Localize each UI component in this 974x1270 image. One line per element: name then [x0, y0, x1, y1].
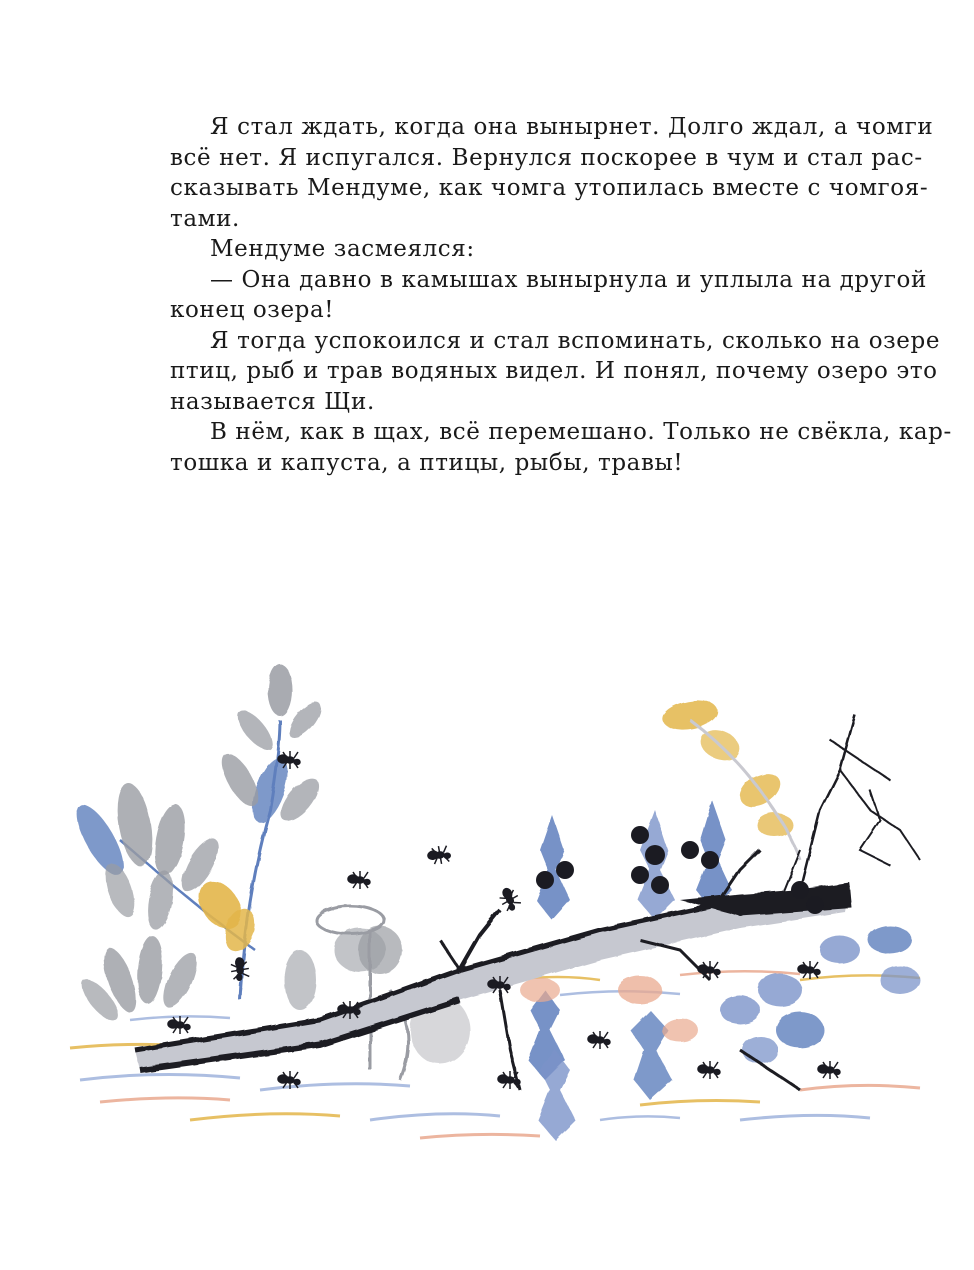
paragraph-1 [130, 112, 934, 234]
bare-twigs [780, 715, 920, 900]
ant [348, 871, 370, 889]
text-line: всё нет. Я испугался. Вернулся поскорее в чум и стал рас- [170, 144, 923, 171]
ant [698, 961, 720, 979]
text-line: Я тогда успокоился и стал вспоминать, сколько на озере [210, 327, 941, 354]
paragraph-3 [130, 265, 927, 326]
ochre-leaves [660, 696, 800, 860]
ant [798, 961, 820, 979]
ant [229, 957, 251, 982]
story-text [130, 112, 952, 478]
text-line: тошка и капуста, а птицы, рыбы, травы! [170, 449, 684, 476]
text-line: конец озера! [170, 297, 335, 323]
text-line: Я стал ждать, когда она вынырнет. Долго ждал, а чомги [210, 114, 934, 140]
ant [427, 844, 452, 866]
text-line: сказывать Мендуме, как чомга утопилась вместе с чомгоя- [170, 175, 929, 201]
ant [588, 1031, 610, 1049]
paragraph-2 [130, 234, 882, 265]
text-line: — Она давно в камышах вынырнула и уплыла на другой [210, 266, 927, 293]
paragraph-5 [130, 417, 952, 478]
ant [496, 885, 523, 913]
text-line: Мендуме засмеялся: [210, 236, 475, 262]
ants-on-fallen-branch-illustration [40, 650, 940, 1160]
text-line: называется Щи. [170, 388, 375, 415]
ant [698, 1061, 720, 1079]
ant [818, 1061, 840, 1079]
ant [168, 1016, 190, 1034]
text-line: птиц, рыб и трав водяных видел. И понял, почему озеро это [170, 358, 938, 384]
paragraph-4 [130, 326, 941, 418]
text-line: тами. [170, 205, 240, 232]
ant [498, 1071, 520, 1089]
text-line: В нём, как в щах, всё перемешано. Только не свёкла, кар- [210, 419, 952, 445]
